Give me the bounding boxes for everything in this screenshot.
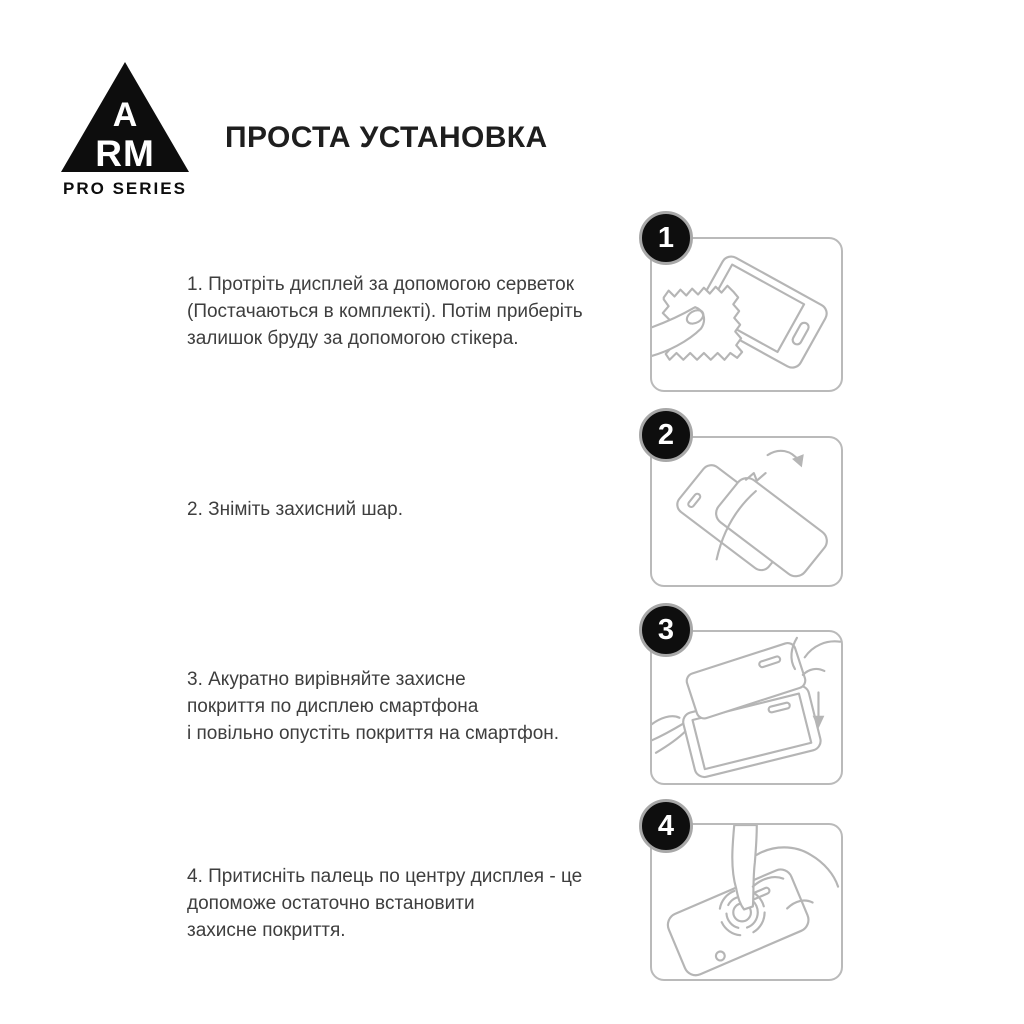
step-text-line: (Постачаються в комплекті). Потім приберіть [187,301,583,322]
step-1-number-badge: 1 [639,211,693,265]
logo-subtitle: PRO SERIES [63,179,187,198]
logo-letter-a: A [112,96,138,134]
align-protector-icon [652,632,841,783]
step-4-text [187,863,647,944]
step-3-number-badge: 3 [639,603,693,657]
left-hand [656,731,685,752]
step-2-number-badge: 2 [639,408,693,462]
step-text-line: допоможе остаточно встановити [187,893,475,914]
peel-layer-icon [652,438,841,585]
wipe-screen-icon [652,239,841,390]
step-text-line: 1. Протріть дисплей за допомогою серветок [187,274,575,295]
right-hand [803,669,825,675]
step-1-text [187,271,647,352]
page-title: ПРОСТА УСТАНОВКА [225,121,548,154]
step-3-text [187,666,647,747]
step-text-line: 4. Притисніть палець по центру дисплея - це [187,866,583,887]
left-hand [652,716,679,725]
step-text-line: залишок бруду за допомогою стікера. [187,328,519,349]
step-text-line: покриття по дисплею смартфона [187,696,479,717]
step-text-line: 2. Зніміть захисний шар. [187,499,404,520]
step-2-text [187,496,647,523]
right-hand [805,641,840,657]
step-text-line: і повільно опустіть покриття на смартфон. [187,723,560,744]
step-4-number-badge: 4 [639,799,693,853]
logo-letters-rm: RM [95,133,155,174]
arm-pro-series-logo [55,56,205,200]
step-text-line: 3. Акуратно вирівняйте захисне [187,669,466,690]
step-text-line: захисне покриття. [187,920,346,941]
